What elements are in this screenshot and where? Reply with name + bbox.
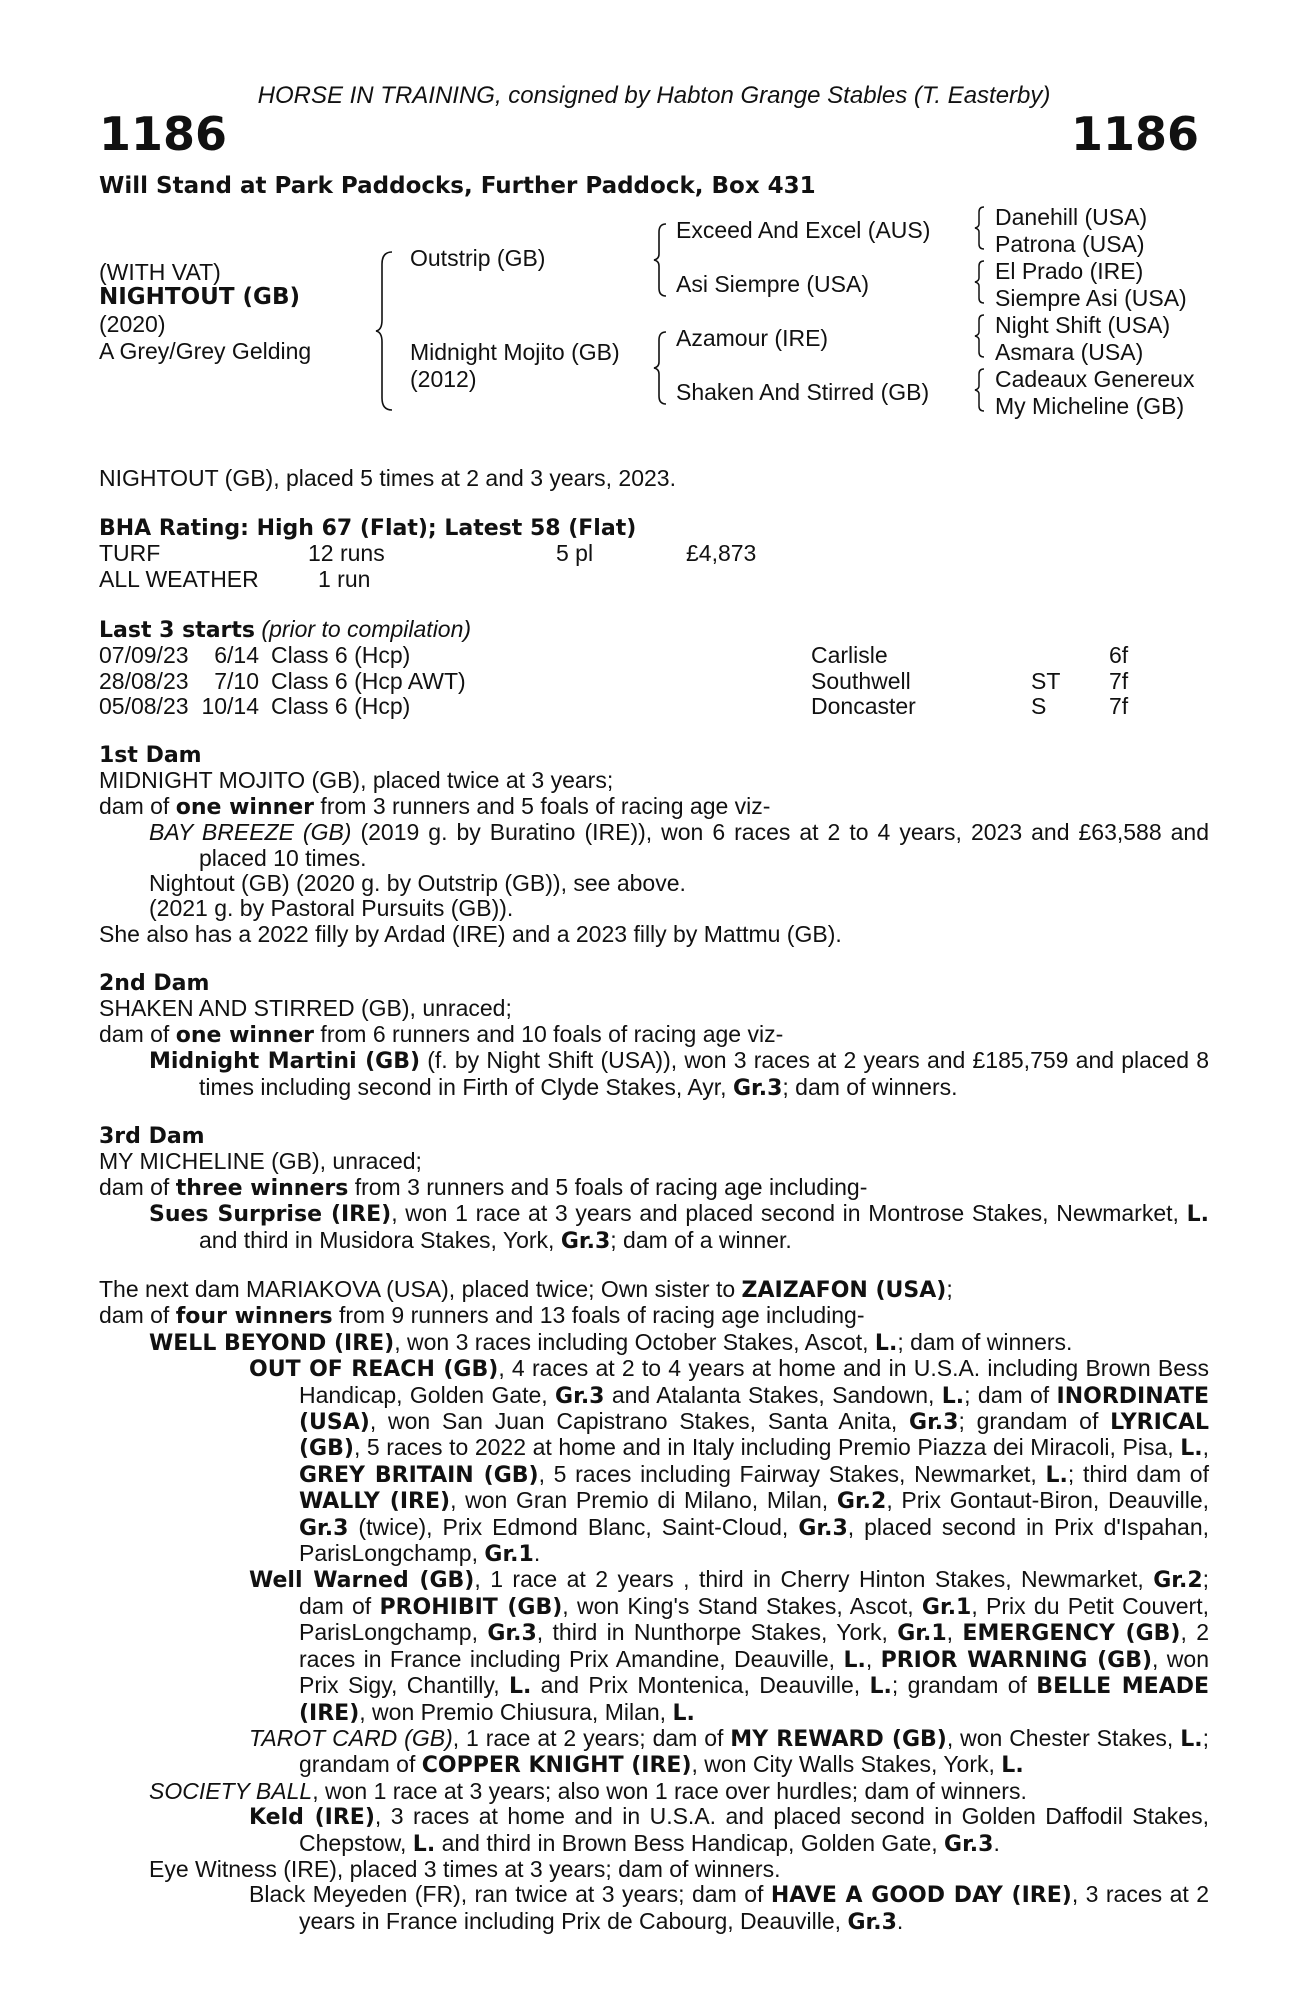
start-date: 07/09/23 (99, 642, 189, 669)
gg-sire-4: Cadeaux Genereux (995, 366, 1195, 392)
rating-placed (556, 567, 686, 592)
start-race: Class 6 (Hcp) (271, 642, 411, 669)
dam-year: (2012) (410, 366, 477, 392)
vat-note: (WITH VAT) (99, 259, 221, 285)
first-dam-produce-line: dam of one winner from 3 runners and 5 foals of racing age viz- (99, 792, 771, 820)
produce-entry: Eye Witness (IRE), placed 3 times at 3 years; dam of winners. (149, 1855, 781, 1882)
start-distance: 6f (1109, 642, 1129, 669)
third-dam-line: MY MICHELINE (GB), unraced; (99, 1148, 422, 1175)
first-dam-section (99, 743, 1209, 947)
rating-prize: £4,873 (686, 540, 757, 567)
start-course: Southwell (811, 667, 911, 694)
bha-rating-section (99, 516, 1209, 592)
gg-sire-2: El Prado (IRE) (995, 258, 1144, 284)
produce-entry: SOCIETY BALL, won 1 race at 3 years; also won 1 race over hurdles; dam of winners. (149, 1777, 1027, 1804)
last-starts-section (99, 617, 1209, 720)
first-dam-note: She also has a 2022 filly by Ardad (IRE) and a 2023 filly by Mattmu (GB). (99, 920, 842, 947)
gg-sire-3: Night Shift (USA) (995, 312, 1171, 338)
produce-entry: Well Warned (GB), 1 race at 2 years , third in Cherry Hinton Stakes, Newmarket, Gr.2; dam of PROHIBIT (GB), won King's Stand Stakes, Ascot, Gr.1, Prix du Petit Couvert, ParisLongchamp, Gr.3, third in Nunthorpe Stakes, York, Gr.1, EMERGENCY (GB), 2 races in France including Prix Amandine, Deauville, L., PRIOR WARNING (GB), won Prix Sigy, Chantilly, L. and Prix Montenica, Deauville, L.; grandam of BELLE MEADE (IRE), won Premio Chiusura, Milan, L. (249, 1566, 1210, 1726)
rating-runs: 1 run (318, 565, 371, 592)
produce-entry: OUT OF REACH (GB), 4 races at 2 to 4 years at home and in U.S.A. including Brown Bess Handicap, Golden Gate, Gr.3 and Atalanta Stakes, Sandown, L.; dam of INORDINATE (USA), won San Juan Capistrano Stakes, Santa Anita, Gr.3; grandam of LYRICAL (GB), 5 races to 2022 at home and in Italy including Premio Piazza dei Miracoli, Pisa, L., GREY BRITAIN (GB), 5 races including Fairway Stakes, Newmarket, L.; third dam of WALLY (IRE), won Gran Premio di Milano, Milan, Gr.2, Prix Gontaut-Biron, Deauville, Gr.3 (twice), Prix Edmond Blanc, Saint-Cloud, Gr.3, placed second in Prix d'Ispahan, ParisLongchamp, Gr.1. (249, 1355, 1210, 1568)
horse-description: A Grey/Grey Gelding (99, 338, 312, 364)
start-position: 7/10 (214, 667, 259, 694)
first-dam-foal: Nightout (GB) (2020 g. by Outstrip (GB)), see above. (149, 870, 686, 897)
start-course: Carlisle (811, 642, 888, 669)
rating-row (99, 541, 1209, 566)
gg-dam-4: My Micheline (GB) (995, 393, 1185, 419)
rating-placed: 5 pl (556, 540, 594, 567)
start-distance: 7f (1109, 693, 1129, 720)
gg-dam-1: Patrona (USA) (995, 231, 1145, 257)
race-summary: NIGHTOUT (GB), placed 5 times at 2 and 3 years, 2023. (99, 465, 676, 491)
stand-location: Will Stand at Park Paddocks, Further Paddock, Box 431 (99, 173, 816, 199)
last-starts-title: Last 3 starts (99, 618, 256, 643)
next-dam-section (99, 1277, 1209, 1935)
last-starts-note: (prior to compilation) (261, 616, 472, 642)
next-dam-produce-line: dam of four winners from 9 runners and 13 foals of racing age including- (99, 1302, 865, 1330)
gg-dam-3: Asmara (USA) (995, 339, 1144, 365)
third-dam-section (99, 1124, 1209, 1254)
third-dam-title: 3rd Dam (99, 1124, 205, 1149)
produce-entry: Keld (IRE), 3 races at home and in U.S.A. and placed second in Golden Daffodil Stakes, Chepstow, L. and third in Brown Bess Handicap, Golden Gate, Gr.3. (249, 1803, 1209, 1857)
consignment-header: HORSE IN TRAINING, consigned by Habton Grange Stables (T. Easterby) (257, 82, 1051, 109)
sire-sire-name: Exceed And Excel (AUS) (676, 217, 931, 243)
horse-year: (2020) (99, 311, 166, 337)
pedigree-brace-g2 (973, 259, 987, 305)
next-dam-line: The next dam MARIAKOVA (USA), placed twice; Own sister to ZAIZAFON (USA); (99, 1276, 953, 1303)
lot-number-left: 1186 (99, 107, 228, 161)
first-dam-foal: BAY BREEZE (GB) (2019 g. by Buratino (IRE)), won 6 races at 2 to 4 years, 2023 and £63,588 and placed 10 times. (149, 819, 1209, 871)
pedigree-brace-g1 (973, 205, 987, 251)
start-going (1031, 643, 1109, 668)
lot-number-right: 1186 (1070, 107, 1199, 161)
second-dam-line: SHAKEN AND STIRRED (GB), unraced; (99, 995, 512, 1022)
start-race: Class 6 (Hcp AWT) (271, 667, 466, 694)
rating-surface: ALL WEATHER (99, 565, 259, 592)
pedigree-brace-g4 (973, 367, 987, 413)
start-distance: 7f (1109, 667, 1129, 694)
first-dam-line: MIDNIGHT MOJITO (GB), placed twice at 3 years; (99, 767, 614, 794)
dam-dam-name: Shaken And Stirred (GB) (676, 379, 930, 405)
third-dam-produce-line: dam of three winners from 3 runners and 5 foals of racing age including- (99, 1173, 868, 1201)
start-going: S (1031, 693, 1047, 720)
second-dam-title: 2nd Dam (99, 971, 210, 996)
sire-dam-name: Asi Siempre (USA) (676, 271, 869, 297)
pedigree-brace-dam (652, 330, 670, 406)
gg-sire-1: Danehill (USA) (995, 204, 1148, 230)
horse-name: NIGHTOUT (GB) (99, 284, 300, 310)
dam-sire-name: Azamour (IRE) (676, 325, 829, 351)
start-position: 10/14 (201, 693, 259, 720)
start-date: 28/08/23 (99, 667, 189, 694)
produce-entry: WELL BEYOND (IRE), won 3 races including October Stakes, Ascot, L.; dam of winners. (149, 1328, 1073, 1356)
second-dam-section (99, 971, 1209, 1101)
start-row (99, 694, 1209, 719)
start-position: 6/14 (214, 642, 259, 669)
start-date: 05/08/23 (99, 693, 189, 720)
sire-name: Outstrip (GB) (410, 245, 546, 271)
start-race: Class 6 (Hcp) (271, 693, 411, 720)
start-row (99, 643, 1209, 668)
rating-runs: 12 runs (308, 540, 385, 567)
rating-row (99, 567, 1209, 592)
produce-entry: Black Meyeden (FR), ran twice at 3 years; dam of HAVE A GOOD DAY (IRE), 3 races at 2 years in France including Prix de Cabourg, Deauville, Gr.3. (249, 1881, 1209, 1935)
dam-name: Midnight Mojito (GB) (410, 339, 620, 365)
pedigree-brace-sire (652, 222, 670, 298)
rating-title: BHA Rating: High 67 (Flat); Latest 58 (Flat) (99, 516, 637, 541)
produce-entry: TAROT CARD (GB), 1 race at 2 years; dam of MY REWARD (GB), won Chester Stakes, L.; grandam of COPPER KNIGHT (IRE), won City Walls Stakes, York, L. (249, 1724, 1209, 1779)
first-dam-title: 1st Dam (99, 743, 202, 768)
rating-surface: TURF (99, 540, 161, 567)
gg-dam-2: Siempre Asi (USA) (995, 285, 1187, 311)
start-going: ST (1031, 667, 1061, 694)
start-course: Doncaster (811, 693, 916, 720)
third-dam-foal: Sues Surprise (IRE), won 1 race at 3 years and placed second in Montrose Stakes, Newmarket, L. and third in Musidora Stakes, York, Gr.3; dam of a winner. (149, 1200, 1209, 1254)
second-dam-foal: Midnight Martini (GB) (f. by Night Shift (USA)), won 3 races at 2 years and £185,759 and placed 8 times including second in Firth of Clyde Stakes, Ayr, Gr.3; dam of winners. (149, 1047, 1209, 1101)
pedigree-brace-g3 (973, 313, 987, 359)
first-dam-foal: (2021 g. by Pastoral Pursuits (GB)). (149, 895, 514, 922)
start-row (99, 669, 1209, 694)
second-dam-produce-line: dam of one winner from 6 runners and 10 foals of racing age viz- (99, 1020, 784, 1048)
pedigree-brace-main (374, 250, 398, 412)
